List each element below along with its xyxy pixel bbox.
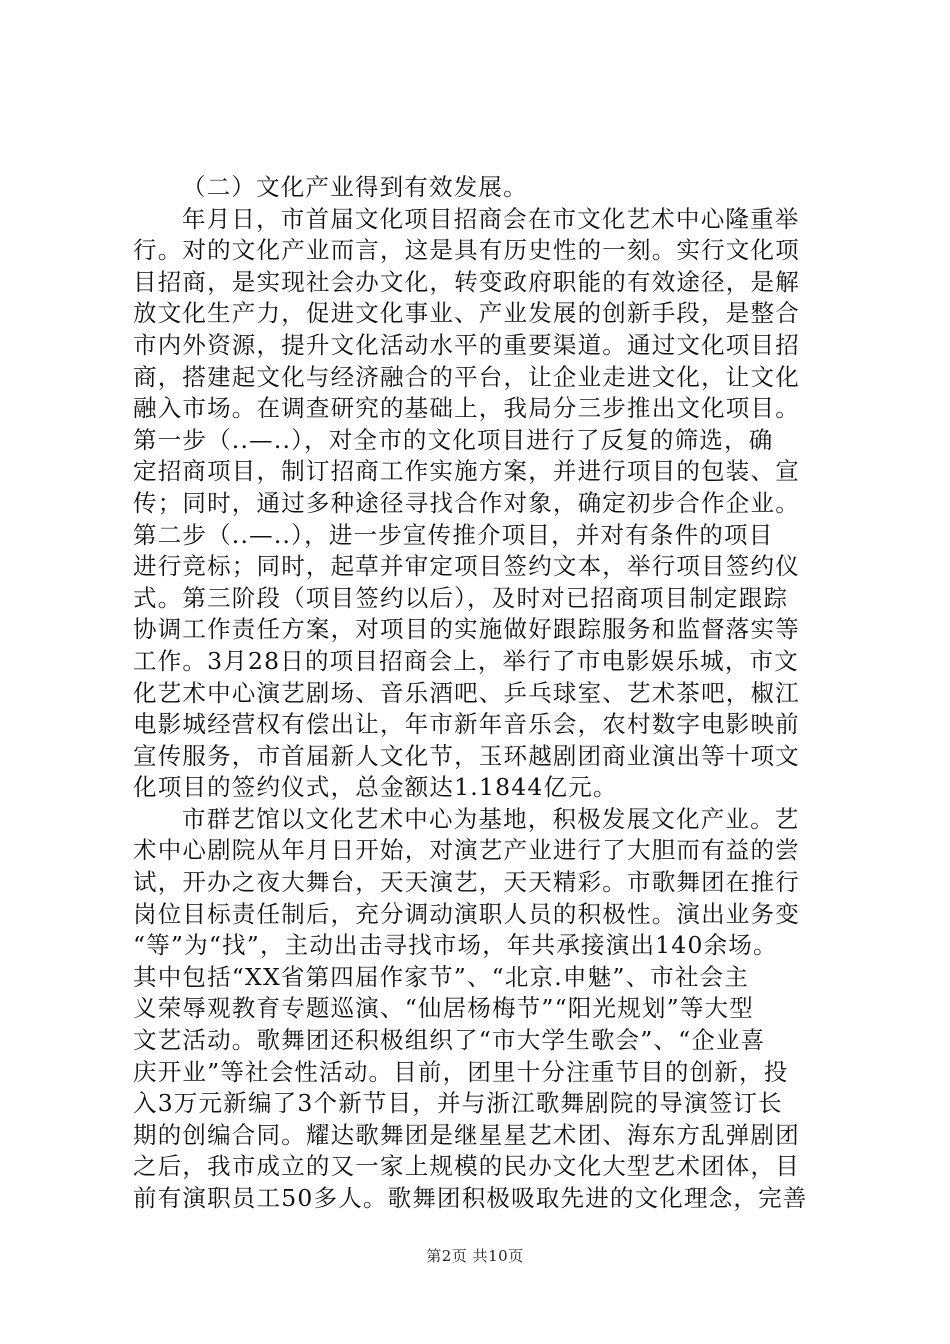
paragraph-line: 年月日，市首届文化项目招商会在市文化艺术中心隆重举 — [182, 204, 800, 233]
document-body — [133, 172, 833, 1215]
paragraph-line: 电影城经营权有偿出让，年市新年音乐会，农村数字电影映前 — [133, 710, 800, 739]
paragraph-line: 第一步（..—..），对全市的文化项目进行了反复的筛选，确 — [133, 425, 774, 454]
paragraph-line: 融入市场。在调查研究的基础上，我局分三步推出文化项目。 — [133, 394, 800, 423]
paragraph-line: 试，开办之夜大舞台，天天演艺，天天精彩。市歌舞团在推行 — [133, 868, 800, 897]
page-number-footer: 第2页 共10页 — [426, 1247, 524, 1265]
paragraph-line: 进行竞标；同时，起草并审定项目签约文本，举行项目签约仪 — [133, 552, 800, 581]
paragraph-line: 化艺术中心演艺剧场、音乐酒吧、乒乓球室、艺术茶吧，椒江 — [133, 678, 800, 707]
paragraph-line: 义荣辱观教育专题巡演、“仙居杨梅节”“阳光规划”等大型 — [133, 994, 754, 1023]
paragraph-line: 放文化生产力，促进文化事业、产业发展的创新手段，是整合 — [133, 299, 800, 328]
paragraph-line: 工作。3月28日的项目招商会上，举行了市电影娱乐城，市文 — [133, 646, 799, 675]
paragraph-line: 前有演职员工50多人。歌舞团积极吸取先进的文化理念，完善 — [133, 1184, 808, 1212]
paragraph-line: “等”为“找”，主动出击寻找市场，年共承接演出140余场。 — [133, 931, 778, 960]
paragraph-line: 期的创编合同。耀达歌舞团是继星星艺术团、海东方乱弹剧团 — [133, 1120, 800, 1149]
paragraph-line: 商，搭建起文化与经济融合的平台，让企业走进文化，让文化 — [133, 362, 800, 391]
paragraph-line: 第二步（..—..），进一步宣传推介项目，并对有条件的项目 — [133, 520, 774, 549]
paragraph-line: 协调工作责任方案，对项目的实施做好跟踪服务和监督落实等 — [133, 615, 800, 644]
paragraph-line: 目招商，是实现社会办文化，转变政府职能的有效途径，是解 — [133, 267, 800, 296]
paragraph-line: 市内外资源，提升文化活动水平的重要渠道。通过文化项目招 — [133, 330, 800, 359]
paragraph-line: 市群艺馆以文化艺术中心为基地，积极发展文化产业。艺 — [182, 804, 800, 833]
paragraph-line: 岗位目标责任制后，充分调动演职人员的积极性。演出业务变 — [133, 899, 800, 928]
section-heading: （二）文化产业得到有效发展。 — [182, 173, 528, 201]
paragraph-line: 术中心剧院从年月日开始，对演艺产业进行了大胆而有益的尝 — [133, 836, 800, 865]
paragraph-line: 其中包括“XX省第四届作家节”、“北京.申魅”、市社会主 — [133, 962, 750, 991]
paragraph-line: 传；同时，通过多种途径寻找合作对象，确定初步合作企业。 — [133, 488, 800, 517]
paragraph-line: 化项目的签约仪式，总金额达1.1844亿元。 — [133, 773, 618, 802]
paragraph-line: 行。对的文化产业而言，这是具有历史性的一刻。实行文化项 — [133, 236, 800, 265]
paragraph-line: 文艺活动。歌舞团还积极组织了“市大学生歌会”、“企业喜 — [133, 1026, 766, 1055]
paragraph-line: 入3万元新编了3个新节目，并与浙江歌舞剧院的导演签订长 — [133, 1089, 783, 1118]
paragraph-line: 之后，我市成立的又一家上规模的民办文化大型艺术团体，目 — [133, 1152, 800, 1181]
paragraph-line: 庆开业”等社会性活动。目前，团里十分注重节目的创新，投 — [133, 1057, 789, 1086]
paragraph-line: 宣传服务，市首届新人文化节，玉环越剧团商业演出等十项文 — [133, 741, 800, 770]
paragraph-line: 式。第三阶段（项目签约以后），及时对已招商项目制定跟踪 — [133, 583, 789, 612]
paragraph-line: 定招商项目，制订招商工作实施方案，并进行项目的包装、宣 — [133, 457, 800, 486]
